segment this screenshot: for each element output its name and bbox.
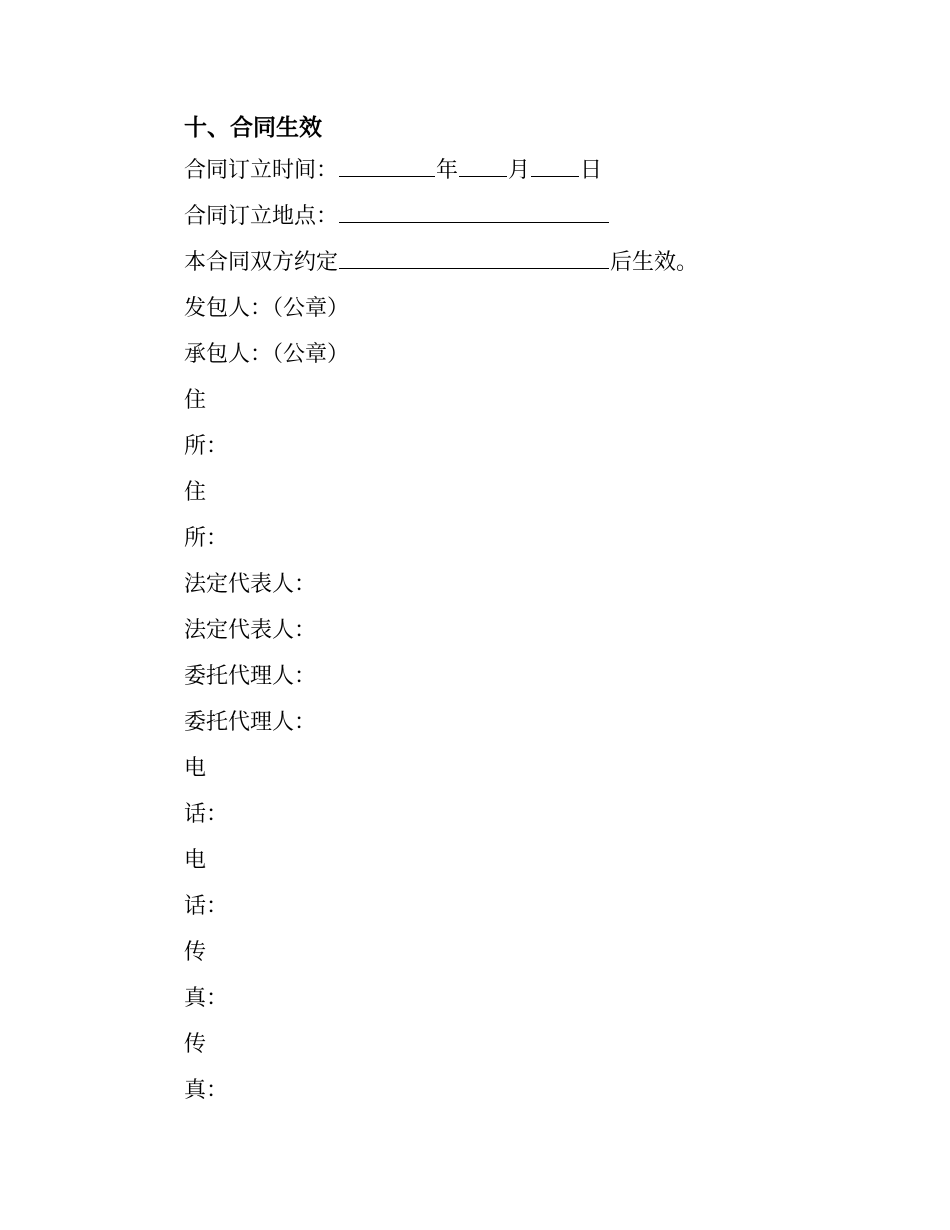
field-line: 法定代表人： [184, 618, 317, 643]
year-blank[interactable] [339, 150, 435, 177]
month-blank[interactable] [459, 150, 507, 177]
field-line: 所： [184, 526, 229, 551]
signing-time-line [184, 148, 884, 194]
section-title: 十、合同生效 [184, 115, 322, 141]
field-line: 电 [184, 756, 207, 781]
effective-prefix: 本合同双方约定 [184, 250, 339, 275]
field-line: 法定代表人： [184, 572, 317, 597]
month-suffix: 月 [508, 158, 531, 183]
field-line: 委托代理人： [184, 710, 317, 735]
field-line: 所： [184, 434, 229, 459]
day-blank[interactable] [531, 150, 579, 177]
field-line: 传 [184, 940, 207, 965]
field-line: 真： [184, 1078, 229, 1103]
signing-place-line [184, 194, 884, 240]
field-line: 话： [184, 802, 229, 827]
field-line: 委托代理人： [184, 664, 317, 689]
signing-time-label: 合同订立时间： [184, 158, 339, 183]
day-suffix: 日 [580, 158, 603, 183]
signing-place-blank[interactable] [339, 196, 609, 223]
field-line: 住 [184, 480, 207, 505]
signing-place-label: 合同订立地点： [184, 204, 339, 229]
employer-seal-line: 发包人：（公章） [184, 296, 350, 321]
year-suffix: 年 [436, 158, 459, 183]
contract-page [184, 108, 884, 1114]
contractor-seal-line: 承包人：（公章） [184, 342, 350, 367]
field-line: 话： [184, 894, 229, 919]
field-line: 真： [184, 986, 229, 1011]
effective-suffix: 后生效。 [610, 250, 699, 275]
field-line: 住 [184, 388, 207, 413]
field-line: 电 [184, 848, 207, 873]
effective-condition-blank[interactable] [339, 242, 609, 269]
field-line: 传 [184, 1032, 207, 1057]
effective-condition-line [184, 240, 884, 286]
